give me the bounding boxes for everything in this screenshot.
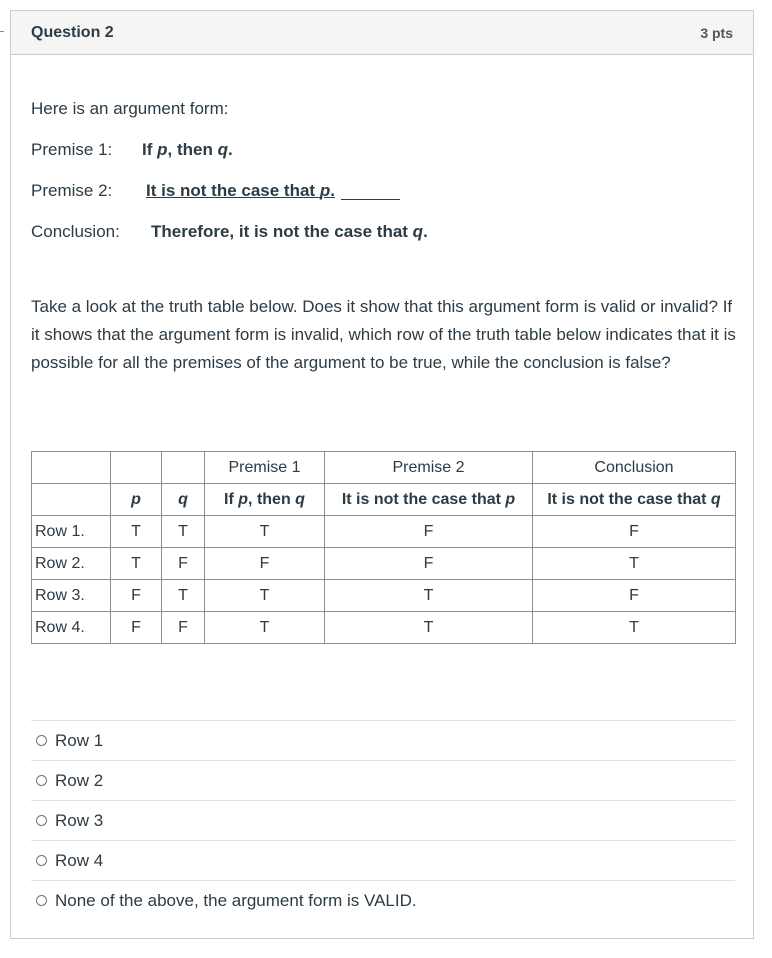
table-row xyxy=(32,548,736,580)
cell-premise-1: T xyxy=(205,580,325,612)
colhead-conclusion-q: q xyxy=(710,490,721,508)
table-colhead-q: q xyxy=(162,484,205,516)
table-column-header-row xyxy=(32,484,736,516)
cell-p: F xyxy=(111,580,162,612)
cell-premise-2: T xyxy=(325,612,533,644)
premise-1-text-b: , then xyxy=(167,140,218,159)
conclusion-label: Conclusion: xyxy=(31,222,120,241)
cell-q: T xyxy=(162,516,205,548)
conclusion-text-a: Therefore, it is not the case that xyxy=(151,222,413,241)
radio-button[interactable] xyxy=(36,815,47,826)
premise-2-var-p: p xyxy=(319,181,331,200)
cell-conclusion: T xyxy=(533,612,736,644)
premise-2-statement xyxy=(146,181,335,201)
table-colhead-premise-2 xyxy=(325,484,533,516)
cell-premise-1: T xyxy=(205,612,325,644)
cell-p: F xyxy=(111,612,162,644)
cell-p: T xyxy=(111,548,162,580)
cell-conclusion: F xyxy=(533,516,736,548)
answer-option-row-3[interactable] xyxy=(31,800,735,840)
answer-option-label: Row 4 xyxy=(55,850,104,870)
table-header-premise-2: Premise 2 xyxy=(325,452,533,484)
table-row xyxy=(32,580,736,612)
table-row xyxy=(32,612,736,644)
truth-table xyxy=(31,451,736,644)
cell-premise-2: F xyxy=(325,548,533,580)
table-colhead-conclusion xyxy=(533,484,736,516)
intro-text: Here is an argument form: xyxy=(31,99,229,118)
radio-button[interactable] xyxy=(36,735,47,746)
premise-2-text-b: . xyxy=(330,181,335,200)
table-header-conclusion: Conclusion xyxy=(533,452,736,484)
colhead-conclusion-a: It is not the case that xyxy=(547,490,711,508)
radio-button[interactable] xyxy=(36,855,47,866)
table-colhead-blank xyxy=(32,484,111,516)
premise-1-text-a: If xyxy=(142,140,158,159)
premise-1-text-c: . xyxy=(227,140,233,159)
table-group-header-row xyxy=(32,452,736,484)
conclusion-statement xyxy=(151,222,428,242)
colhead-premise-1-q: q xyxy=(295,490,305,508)
cell-p: T xyxy=(111,516,162,548)
premise-2-label: Premise 2: xyxy=(31,181,113,200)
answer-option-row-1[interactable] xyxy=(31,720,735,760)
cell-q: T xyxy=(162,580,205,612)
table-header-blank-2 xyxy=(111,452,162,484)
question-prompt: Take a look at the truth table below. Does it show that this argument form is valid or invalid? If it shows that the argument form is invalid, which row of the truth table below indicates that it is possible for all the premises of the argument to be true, while the conclusion is false? xyxy=(31,297,736,372)
table-header-blank-1 xyxy=(32,452,111,484)
radio-button[interactable] xyxy=(36,775,47,786)
cell-q: F xyxy=(162,548,205,580)
cell-premise-1: F xyxy=(205,548,325,580)
premise-1-var-q: q xyxy=(217,140,228,159)
colhead-premise-1-a: If xyxy=(224,490,239,508)
answer-option-label: Row 3 xyxy=(55,810,104,830)
answer-options xyxy=(31,720,735,920)
table-colhead-p: p xyxy=(111,484,162,516)
colhead-premise-1-b: , then xyxy=(248,490,296,508)
answer-option-label: Row 1 xyxy=(55,730,104,750)
premise-1-var-p: p xyxy=(157,140,168,159)
cell-conclusion: F xyxy=(533,580,736,612)
cell-q: F xyxy=(162,612,205,644)
conclusion-var-q: q xyxy=(412,222,424,241)
radio-button[interactable] xyxy=(36,895,47,906)
row-label: Row 3. xyxy=(32,580,111,612)
answer-option-label: None of the above, the argument form is VALID. xyxy=(55,890,417,910)
left-edge-marker xyxy=(0,31,4,32)
question-title: Question 2 xyxy=(31,23,114,41)
answer-option-valid[interactable] xyxy=(31,880,735,920)
conclusion-text-b: . xyxy=(423,222,428,241)
question-points: 3 pts xyxy=(700,24,733,41)
cell-premise-2: T xyxy=(325,580,533,612)
table-header-premise-1: Premise 1 xyxy=(205,452,325,484)
row-label: Row 2. xyxy=(32,548,111,580)
colhead-premise-2-a: It is not the case that xyxy=(341,490,506,508)
answer-option-row-4[interactable] xyxy=(31,840,735,880)
question-card xyxy=(10,10,754,939)
row-label: Row 1. xyxy=(32,516,111,548)
row-label: Row 4. xyxy=(32,612,111,644)
question-header xyxy=(11,11,753,55)
premise-2-text-a: It is not the case that xyxy=(146,181,320,200)
cell-premise-1: T xyxy=(205,516,325,548)
cell-conclusion: T xyxy=(533,548,736,580)
colhead-premise-1-p: p xyxy=(238,490,249,508)
table-colhead-premise-1 xyxy=(205,484,325,516)
premise-1-statement xyxy=(142,140,233,160)
answer-option-row-2[interactable] xyxy=(31,760,735,800)
premise-1-label: Premise 1: xyxy=(31,140,113,159)
premise-2-underline-extension xyxy=(341,199,400,200)
table-header-blank-3 xyxy=(162,452,205,484)
table-row xyxy=(32,516,736,548)
answer-option-label: Row 2 xyxy=(55,770,104,790)
colhead-premise-2-p: p xyxy=(505,490,516,508)
cell-premise-2: F xyxy=(325,516,533,548)
